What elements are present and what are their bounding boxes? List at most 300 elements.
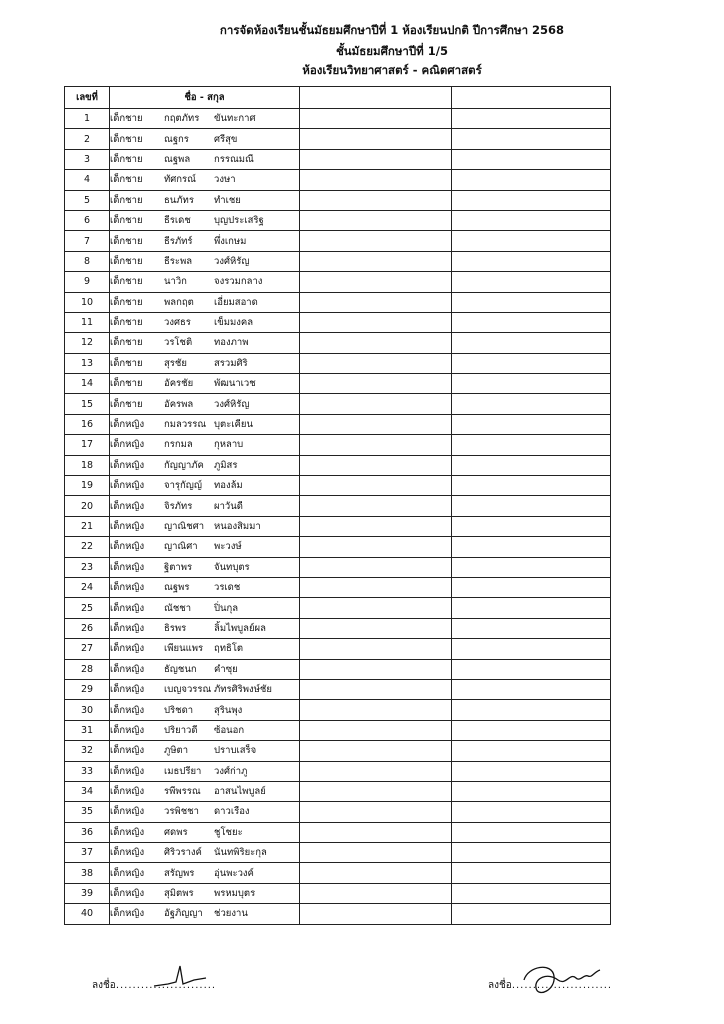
table-row (65, 618, 611, 638)
student-name-cell (110, 537, 300, 557)
blank-cell-2 (452, 822, 611, 842)
student-first-name: ทัศกรณ์ (164, 174, 196, 186)
table-row (65, 353, 611, 373)
table-row (65, 435, 611, 455)
blank-cell-2 (452, 679, 611, 699)
student-name-cell (110, 598, 300, 618)
student-name-cell (110, 170, 300, 190)
student-last-name: วงศ์หิรัญ (214, 398, 250, 410)
student-title: เด็กชาย (110, 296, 143, 308)
student-name-cell (110, 639, 300, 659)
student-first-name: ญาณิชศา (164, 521, 205, 532)
row-number: 18 (65, 455, 110, 475)
student-last-name: ดาวเรือง (214, 806, 250, 818)
blank-cell-1 (300, 883, 452, 903)
student-last-name: กรรณมณี (214, 153, 254, 165)
student-last-name: ฤทธิโต (214, 643, 244, 655)
blank-cell-2 (452, 435, 611, 455)
row-number: 33 (65, 761, 110, 781)
blank-cell-1 (300, 537, 452, 557)
blank-cell-2 (452, 170, 611, 190)
student-first-name: เบญจวรรณ (164, 684, 212, 696)
student-last-name: บุญประเสริฐ (214, 215, 264, 227)
student-first-name: รพีพรรณ (164, 786, 201, 798)
row-number: 25 (65, 598, 110, 618)
row-number: 7 (65, 231, 110, 251)
student-name-cell (110, 843, 300, 863)
row-number: 19 (65, 476, 110, 496)
student-first-name: ธัญชนก (164, 663, 197, 675)
student-title: เด็กชาย (110, 215, 143, 227)
column-header-name: ชื่อ - สกุล (110, 87, 300, 109)
blank-cell-2 (452, 557, 611, 577)
row-number: 21 (65, 516, 110, 536)
student-name-cell (110, 251, 300, 271)
blank-cell-2 (452, 843, 611, 863)
table-row (65, 374, 611, 394)
table-row (65, 843, 611, 863)
student-last-name: ศรีสุข (214, 133, 238, 145)
blank-cell-1 (300, 781, 452, 801)
table-row (65, 883, 611, 903)
student-title: เด็กชาย (110, 113, 143, 125)
row-number: 32 (65, 741, 110, 761)
row-number: 17 (65, 435, 110, 455)
row-number: 4 (65, 170, 110, 190)
student-title: เด็กหญิง (110, 419, 145, 431)
student-roster-table (64, 86, 611, 925)
student-last-name: คำซุย (214, 663, 238, 675)
student-title: เด็กหญิง (110, 765, 145, 777)
student-name-cell (110, 109, 300, 129)
table-row (65, 251, 611, 271)
student-first-name: จิรภัทร (164, 500, 193, 512)
student-first-name: ธีรเดช (164, 215, 191, 227)
student-last-name: บุตะเคียน (214, 419, 253, 431)
student-name-cell (110, 720, 300, 740)
row-number: 28 (65, 659, 110, 679)
student-title: เด็กหญิง (110, 847, 145, 859)
student-title: เด็กหญิง (110, 541, 145, 553)
blank-cell-1 (300, 435, 452, 455)
row-number: 26 (65, 618, 110, 638)
blank-cell-1 (300, 639, 452, 659)
student-first-name: ญาณิศา (164, 541, 198, 553)
row-number: 2 (65, 129, 110, 149)
blank-cell-1 (300, 598, 452, 618)
blank-cell-1 (300, 516, 452, 536)
blank-cell-2 (452, 700, 611, 720)
student-title: เด็กหญิง (110, 500, 145, 512)
student-first-name: ภูษิตา (164, 745, 189, 757)
student-first-name: อัครชัย (164, 378, 194, 390)
blank-cell-1 (300, 476, 452, 496)
student-name-cell (110, 312, 300, 332)
student-last-name: นันทพิริยะกุล (214, 847, 267, 859)
student-title: เด็กหญิง (110, 806, 145, 818)
table-row (65, 109, 611, 129)
table-row (65, 496, 611, 516)
student-last-name: ขันทะกาศ (214, 113, 256, 125)
blank-cell-1 (300, 333, 452, 353)
row-number: 27 (65, 639, 110, 659)
student-last-name: เอี่ยมสอาด (214, 296, 258, 308)
student-first-name: ศดพร (164, 826, 188, 838)
student-name-cell (110, 781, 300, 801)
student-title: เด็กชาย (110, 255, 143, 267)
student-last-name: ชูโชยะ (214, 826, 243, 838)
student-last-name: หนองสิมมา (214, 521, 261, 532)
row-number: 30 (65, 700, 110, 720)
blank-cell-1 (300, 394, 452, 414)
student-name-cell (110, 679, 300, 699)
student-first-name: วรโชติ (164, 337, 193, 349)
row-number: 16 (65, 414, 110, 434)
student-first-name: จารุกัญญ์ (164, 480, 202, 492)
student-first-name: วงศธร (164, 317, 191, 329)
student-last-name: ภูมิสร (214, 459, 238, 471)
blank-cell-2 (452, 129, 611, 149)
table-row (65, 639, 611, 659)
table-row (65, 557, 611, 577)
student-last-name: กุหลาบ (214, 439, 244, 451)
column-header-blank-2 (452, 87, 611, 109)
row-number: 5 (65, 190, 110, 210)
blank-cell-2 (452, 476, 611, 496)
blank-cell-1 (300, 863, 452, 883)
student-name-cell (110, 741, 300, 761)
signature-label-right: ลงชื่อ (488, 980, 512, 991)
student-last-name: อาสนไพบูลย์ (214, 786, 266, 798)
student-title: เด็กหญิง (110, 561, 145, 573)
blank-cell-2 (452, 210, 611, 230)
row-number: 20 (65, 496, 110, 516)
table-row (65, 190, 611, 210)
student-name-cell (110, 496, 300, 516)
student-name-cell (110, 516, 300, 536)
row-number: 8 (65, 251, 110, 271)
student-last-name: พึ่งเกษม (214, 235, 247, 247)
student-first-name: ณฐกร (164, 133, 189, 145)
table-row (65, 679, 611, 699)
student-first-name: อัครพล (164, 398, 194, 410)
student-title: เด็กหญิง (110, 704, 145, 716)
blank-cell-1 (300, 455, 452, 475)
table-row (65, 476, 611, 496)
table-row (65, 231, 611, 251)
student-last-name: พัฒนาเวช (214, 378, 256, 390)
table-row (65, 802, 611, 822)
student-name-cell (110, 761, 300, 781)
table-row (65, 414, 611, 434)
blank-cell-1 (300, 210, 452, 230)
blank-cell-1 (300, 251, 452, 271)
table-row (65, 292, 611, 312)
row-number: 37 (65, 843, 110, 863)
student-title: เด็กหญิง (110, 867, 145, 879)
blank-cell-2 (452, 190, 611, 210)
blank-cell-1 (300, 190, 452, 210)
student-last-name: อุ่นพะวงค์ (214, 867, 254, 879)
column-header-number: เลขที่ (65, 87, 110, 109)
student-last-name: วงศ์ก่าภู (214, 765, 248, 777)
row-number: 31 (65, 720, 110, 740)
student-name-cell (110, 700, 300, 720)
blank-cell-1 (300, 292, 452, 312)
student-first-name: กรกมล (164, 439, 193, 451)
student-title: เด็กชาย (110, 337, 143, 349)
blank-cell-1 (300, 843, 452, 863)
blank-cell-2 (452, 598, 611, 618)
student-title: เด็กหญิง (110, 908, 145, 920)
student-first-name: พลกฤต (164, 296, 194, 308)
table-row (65, 129, 611, 149)
student-title: เด็กชาย (110, 174, 143, 186)
table-row (65, 537, 611, 557)
student-first-name: วรพิชชา (164, 806, 199, 818)
table-row (65, 598, 611, 618)
student-name-cell (110, 333, 300, 353)
program-heading: ห้องเรียนวิทยาศาสตร์ - คณิตศาสตร์ (302, 63, 482, 77)
student-last-name: ปราบเสร็จ (214, 745, 257, 757)
blank-cell-2 (452, 455, 611, 475)
student-title: เด็กหญิง (110, 826, 145, 838)
row-number: 40 (65, 904, 110, 924)
blank-cell-2 (452, 618, 611, 638)
table-row (65, 577, 611, 597)
blank-cell-2 (452, 353, 611, 373)
student-first-name: ธีระพล (164, 255, 193, 267)
student-last-name: ช่วยงาน (214, 908, 248, 920)
row-number: 9 (65, 272, 110, 292)
student-name-cell (110, 292, 300, 312)
blank-cell-2 (452, 292, 611, 312)
student-name-cell (110, 190, 300, 210)
student-name-cell (110, 374, 300, 394)
student-first-name: เมธปรียา (164, 765, 202, 777)
column-header-blank-1 (300, 87, 452, 109)
blank-cell-2 (452, 414, 611, 434)
blank-cell-1 (300, 741, 452, 761)
table-row (65, 149, 611, 169)
student-name-cell (110, 904, 300, 924)
student-name-cell (110, 414, 300, 434)
student-first-name: ธนภัทร (164, 194, 194, 206)
student-name-cell (110, 883, 300, 903)
student-first-name: ศิริวรางค์ (164, 847, 202, 859)
student-name-cell (110, 435, 300, 455)
table-row (65, 700, 611, 720)
table-row (65, 863, 611, 883)
student-title: เด็กชาย (110, 133, 143, 145)
blank-cell-2 (452, 333, 611, 353)
student-title: เด็กหญิง (110, 888, 145, 900)
blank-cell-1 (300, 679, 452, 699)
student-name-cell (110, 476, 300, 496)
student-last-name: ปิ่นกุล (214, 602, 239, 614)
table-row (65, 761, 611, 781)
student-first-name: สรัญพร (164, 867, 195, 879)
blank-cell-1 (300, 720, 452, 740)
blank-cell-1 (300, 149, 452, 169)
student-title: เด็กชาย (110, 194, 143, 206)
blank-cell-1 (300, 577, 452, 597)
blank-cell-2 (452, 394, 611, 414)
student-first-name: สุมิตพร (164, 888, 194, 900)
blank-cell-1 (300, 231, 452, 251)
student-last-name: ภัทรศิริพงษ์ชัย (214, 684, 272, 696)
student-name-cell (110, 802, 300, 822)
student-name-cell (110, 353, 300, 373)
student-title: เด็กหญิง (110, 439, 145, 451)
student-first-name: เพียนแพร (164, 643, 204, 655)
row-number: 15 (65, 394, 110, 414)
signature-mark-left (150, 962, 210, 992)
student-first-name: ณัชชา (164, 602, 192, 614)
blank-cell-1 (300, 353, 452, 373)
blank-cell-1 (300, 109, 452, 129)
student-last-name: สรวมศิริ (214, 357, 248, 369)
row-number: 13 (65, 353, 110, 373)
row-number: 38 (65, 863, 110, 883)
student-title: เด็กหญิง (110, 684, 145, 696)
student-name-cell (110, 863, 300, 883)
blank-cell-2 (452, 659, 611, 679)
blank-cell-1 (300, 496, 452, 516)
row-number: 12 (65, 333, 110, 353)
student-title: เด็กหญิง (110, 459, 145, 471)
table-row (65, 659, 611, 679)
signature-line-right: ........................ (511, 980, 613, 991)
row-number: 3 (65, 149, 110, 169)
table-row (65, 822, 611, 842)
row-number: 23 (65, 557, 110, 577)
blank-cell-1 (300, 312, 452, 332)
blank-cell-1 (300, 129, 452, 149)
student-name-cell (110, 659, 300, 679)
student-title: เด็กชาย (110, 153, 143, 165)
table-row (65, 210, 611, 230)
blank-cell-2 (452, 741, 611, 761)
table-row (65, 516, 611, 536)
table-row (65, 312, 611, 332)
student-name-cell (110, 822, 300, 842)
student-name-cell (110, 577, 300, 597)
blank-cell-2 (452, 883, 611, 903)
blank-cell-1 (300, 802, 452, 822)
signature-mark-right (518, 958, 604, 1006)
student-last-name: ทองล้ม (214, 480, 243, 492)
table-row (65, 455, 611, 475)
student-name-cell (110, 272, 300, 292)
table-row (65, 272, 611, 292)
blank-cell-2 (452, 231, 611, 251)
student-name-cell (110, 231, 300, 251)
row-number: 10 (65, 292, 110, 312)
blank-cell-2 (452, 577, 611, 597)
student-first-name: ณฐพล (164, 153, 191, 165)
student-title: เด็กชาย (110, 378, 143, 390)
row-number: 34 (65, 781, 110, 801)
student-last-name: วรเดช (214, 582, 241, 594)
student-name-cell (110, 455, 300, 475)
table-row (65, 394, 611, 414)
student-title: เด็กหญิง (110, 521, 145, 532)
blank-cell-2 (452, 251, 611, 271)
row-number: 14 (65, 374, 110, 394)
student-first-name: ฐิตาพร (164, 561, 193, 573)
student-first-name: กัญญาภัค (164, 459, 204, 471)
student-last-name: ทำเชย (214, 194, 241, 206)
student-title: เด็กชาย (110, 276, 143, 288)
student-first-name: อัฐภิญญา (164, 908, 203, 920)
blank-cell-1 (300, 557, 452, 577)
blank-cell-2 (452, 272, 611, 292)
student-last-name: พรหมบุตร (214, 888, 256, 900)
roster-body (65, 109, 611, 925)
blank-cell-2 (452, 863, 611, 883)
blank-cell-1 (300, 170, 452, 190)
row-number: 35 (65, 802, 110, 822)
blank-cell-2 (452, 904, 611, 924)
blank-cell-1 (300, 374, 452, 394)
student-last-name: จันทบุตร (214, 561, 250, 573)
row-number: 11 (65, 312, 110, 332)
student-title: เด็กหญิง (110, 622, 145, 634)
student-first-name: สุรชัย (164, 357, 187, 369)
student-name-cell (110, 149, 300, 169)
blank-cell-1 (300, 904, 452, 924)
blank-cell-1 (300, 272, 452, 292)
table-row (65, 170, 611, 190)
student-title: เด็กหญิง (110, 745, 145, 757)
student-first-name: ณฐพร (164, 582, 190, 594)
blank-cell-1 (300, 761, 452, 781)
table-row (65, 333, 611, 353)
student-last-name: เข็มมงคล (214, 317, 254, 329)
student-title: เด็กชาย (110, 235, 143, 247)
student-last-name: พะวงษ์ (214, 541, 242, 553)
student-last-name: จงรวมกลาง (214, 276, 263, 288)
blank-cell-2 (452, 496, 611, 516)
student-title: เด็กชาย (110, 357, 143, 369)
student-first-name: ปริชดา (164, 704, 194, 716)
blank-cell-1 (300, 618, 452, 638)
row-number: 24 (65, 577, 110, 597)
student-name-cell (110, 394, 300, 414)
student-name-cell (110, 210, 300, 230)
student-title: เด็กชาย (110, 317, 143, 329)
blank-cell-2 (452, 802, 611, 822)
blank-cell-1 (300, 414, 452, 434)
student-name-cell (110, 129, 300, 149)
student-last-name: ซ้อนอก (214, 724, 245, 736)
student-last-name: สุรินพุง (214, 704, 243, 716)
blank-cell-2 (452, 149, 611, 169)
student-title: เด็กหญิง (110, 480, 145, 492)
table-row (65, 741, 611, 761)
blank-cell-2 (452, 312, 611, 332)
student-title: เด็กชาย (110, 398, 143, 410)
student-first-name: ธิรพร (164, 622, 187, 634)
row-number: 39 (65, 883, 110, 903)
row-number: 29 (65, 679, 110, 699)
student-last-name: ทองภาพ (214, 337, 249, 349)
student-last-name: ผาวันดี (214, 500, 243, 512)
student-first-name: กมลวรรณ (164, 419, 207, 431)
blank-cell-1 (300, 700, 452, 720)
student-title: เด็กหญิง (110, 724, 145, 736)
